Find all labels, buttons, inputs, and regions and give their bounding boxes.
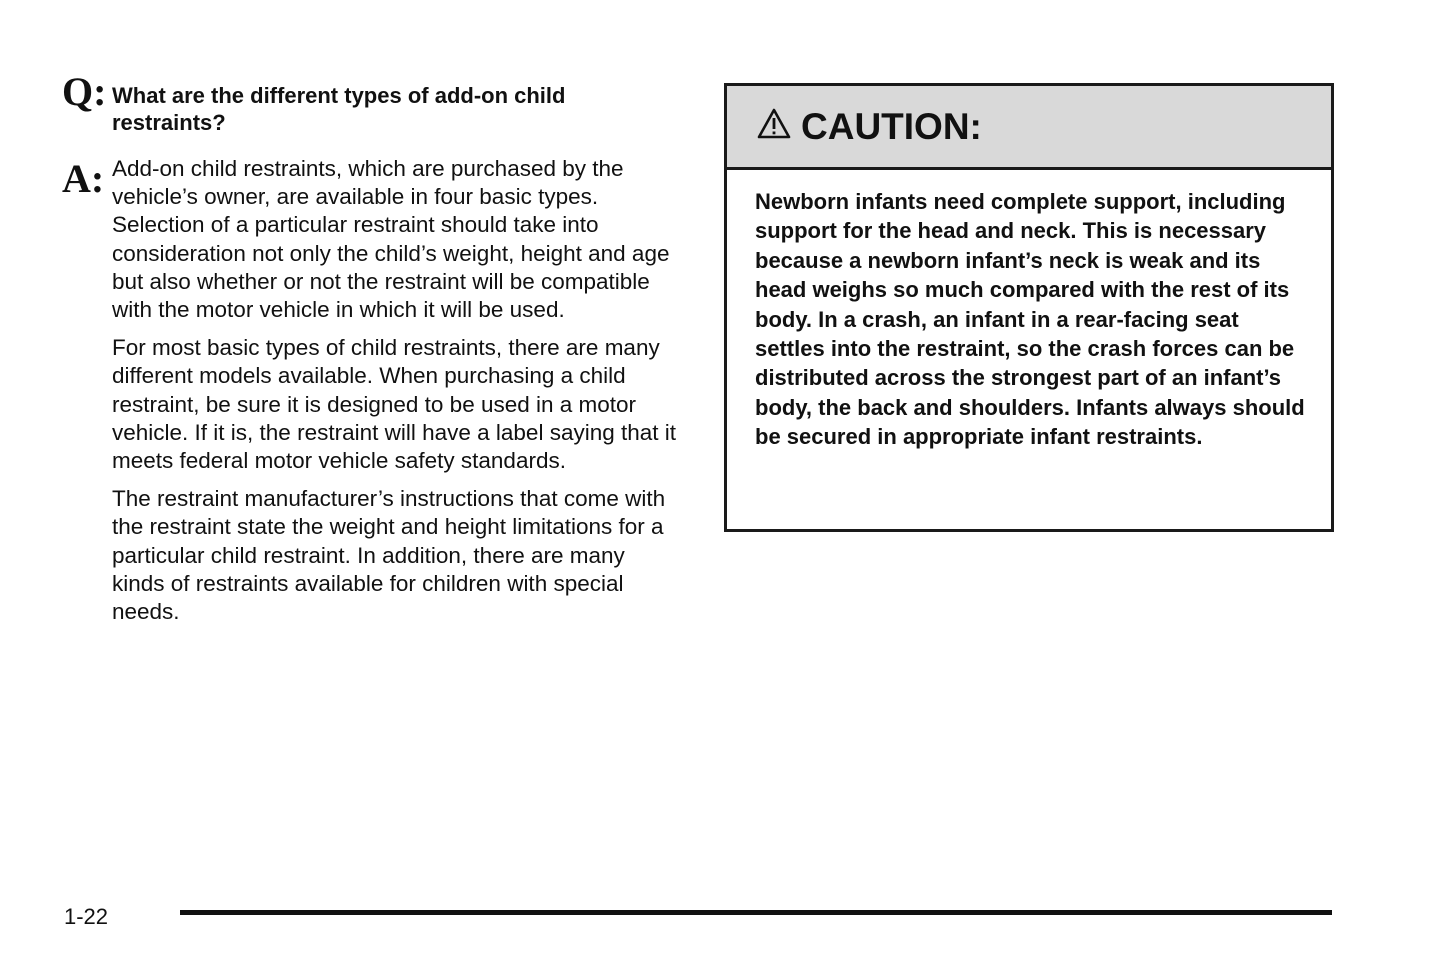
caution-title-row — [757, 107, 982, 147]
caution-title: CAUTION: — [801, 106, 982, 147]
answer-first-row — [62, 155, 682, 324]
caution-box — [724, 83, 1334, 532]
answer-paragraph-2: For most basic types of child restraints, there are many different models available. When purchasing a child restraint, be sure it is designed to be used in a motor vehicle. If it is, the restraint will have a label saying that it meets federal motor vehicle safety standards. — [112, 335, 677, 474]
caution-body: Newborn infants need complete support, including support for the head and neck. This is necessary because a newborn infant’s neck is weak and its head weighs so much compared with the rest of its body. In a crash, an infant in a rear-facing seat settles into the restraint, so the crash forces can be distributed across the strongest part of an infant’s body, the back and shoulders. Infants always should be secured in appropriate infant restraints. — [755, 189, 1305, 450]
question-text: What are the different types of add-on child restraints? — [112, 83, 566, 135]
caution-header — [727, 86, 1331, 170]
answer-block — [62, 155, 682, 626]
answer-marker: A: — [62, 156, 105, 201]
answer-paragraph-3: The restraint manufacturer’s instructions that come with the restraint state the weight and height limitations for a particular child restraint. In addition, there are many kinds of restraints available for children with special needs. — [112, 486, 666, 625]
warning-triangle-icon — [757, 107, 791, 141]
page-number: 1-22 — [64, 904, 109, 929]
question-marker: Q: — [62, 69, 107, 114]
page-footer — [64, 898, 1334, 934]
qa-section — [62, 69, 682, 636]
question-block — [62, 69, 682, 136]
answer-paragraphs — [62, 334, 682, 626]
footer-rule — [180, 910, 1332, 915]
answer-paragraph-1: Add-on child restraints, which are purchased by the vehicle’s owner, are available in four basic types. Selection of a particular restraint should take into consideration not only the child’s weight, height and age but also whether or not the restraint will be compatible with the motor vehicle in which it will be used. — [112, 156, 670, 323]
